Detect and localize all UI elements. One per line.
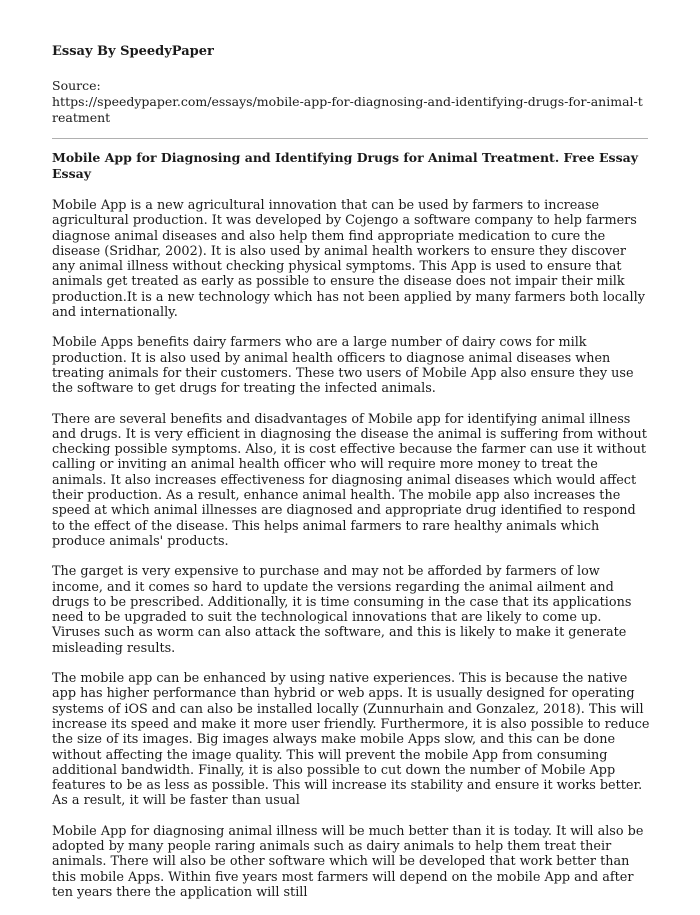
essay-paragraph: The garget is very expensive to purchase and may not be afforded by farmers of low income, and it comes so hard to update the versions regarding the animal ailment and drugs to be prescribed. Additionally, it is time consuming in the case that its applications need to be upgraded to suit the technological innovations that are likely to come up. Viruses such as worm can also attack the software, and this is likely to make it generate misleading results. <box>52 564 632 656</box>
essay-paragraph: Mobile App is a new agricultural innovation that can be used by farmers to increase agricultural production. It was developed by Cojengo a software company to help farmers diagnose animal diseases and also help them find appropriate medication to cure the disease (Sridhar, 2002). It is also used by animal health workers to ensure they discover any animal illness without checking physical symptoms. This App is used to ensure that animals get treated as early as possible to ensure the disease does not impair their milk production.It is a new technology which has not been applied by many farmers both locally and internationally. <box>52 198 645 321</box>
source-label: Source: <box>52 78 101 93</box>
source-url: https://speedypaper.com/essays/mobile-app-for-diagnosing-and-identifying-drugs-for-animal-treatment <box>52 94 643 125</box>
essay-body <box>52 198 650 915</box>
header-divider <box>52 138 648 139</box>
essay-paragraph: Mobile Apps benefits dairy farmers who are a large number of dairy cows for milk production. It is also used by animal health officers to diagnose animal diseases when treating animals for their customers. These two users of Mobile App also ensure they use the software to get drugs for treating the infected animals. <box>52 335 634 397</box>
essay-paragraph: There are several benefits and disadvantages of Mobile app for identifying animal illness and drugs. It is very efficient in diagnosing the disease the animal is suffering from without checking possible symptoms. Also, it is cost effective because the farmer can use it without calling or inviting an animal health officer who will require more money to treat the animals. It also increases effectiveness for diagnosing animal diseases which would affect their production. As a result, enhance animal health. The mobile app also increases the speed at which animal illnesses are diagnosed and appropriate drug identified to respond to the effect of the disease. This helps animal farmers to rare healthy animals which produce animals' products. <box>52 411 647 549</box>
essay-author-heading: Essay By SpeedyPaper <box>52 44 214 59</box>
essay-paragraph: The mobile app can be enhanced by using native experiences. This is because the native app has higher performance than hybrid or web apps. It is usually designed for operating systems of iOS and can also be installed locally (Zunnurhain and Gonzalez, 2018). This will increase its speed and make it more user friendly. Furthermore, it is also possible to reduce the size of its images. Big images always make mobile Apps slow, and this can be done without affecting the image quality. This will prevent the mobile App from consuming additional bandwidth. Finally, it is also possible to cut down the number of Mobile App features to be as less as possible. This will increase its stability and ensure it works better. As a result, it will be faster than usual <box>52 671 650 809</box>
essay-title: Mobile App for Diagnosing and Identifying Drugs for Animal Treatment. Free Essay Essay <box>52 150 638 181</box>
document-header <box>52 44 652 126</box>
essay-paragraph: Mobile App for diagnosing animal illness will be much better than it is today. It will also be adopted by many people raring animals such as dairy animals to help them treat their animals. There will also be other software which will be developed that work better than this mobile Apps. Within five years most farmers will depend on the mobile App and after ten years there the application will still <box>52 823 644 900</box>
